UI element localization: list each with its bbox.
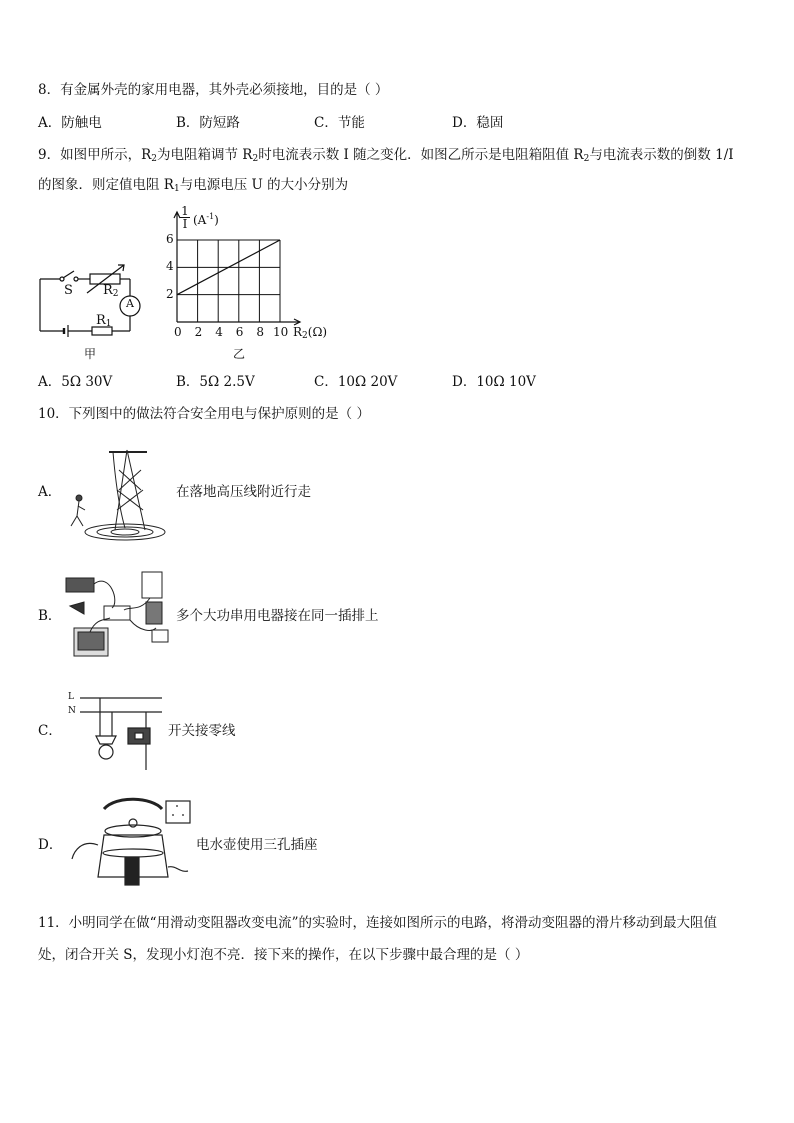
q8-option-d: D．稳固 (452, 115, 504, 131)
y-tick-label: 6 (166, 232, 174, 246)
q10-option-d-letter: D． (38, 837, 63, 853)
resistor-label: $R_1$ (96, 313, 112, 329)
q9-option-b: B．5Ω 2.5V (176, 374, 255, 390)
q9-option-a: A．5Ω 30V (38, 374, 113, 390)
q10-option-c-text: 开关接零线 (168, 723, 236, 739)
y-axis-label-fraction: 1 I (181, 204, 189, 231)
circuit-caption: 甲 (84, 347, 97, 361)
q10-stem: 10．下列图中的做法符合安全用电与保护原则的是（ ） (38, 406, 370, 422)
q8-option-a: A．防触电 (38, 115, 102, 131)
graph-caption: 乙 (233, 347, 246, 361)
q9-option-c: C．10Ω 20V (314, 374, 398, 390)
y-tick-label: 4 (166, 259, 174, 274)
q8-stem: 8．有金属外壳的家用电器，其外壳必须接地，目的是（ ） (38, 82, 389, 98)
q10-option-a-letter: A． (38, 484, 62, 500)
q8-option-b: B．防短路 (176, 115, 240, 131)
x-tick-label: 8 (256, 325, 265, 339)
x-tick-label: 0 (174, 325, 182, 339)
ammeter-label: A (126, 297, 134, 310)
q9-stem-line2: 的图象．则定值电阻 $R_1$与电源电压 U 的大小分别为 (38, 177, 349, 194)
q11-stem-line1: 11．小明同学在做“用滑动变阻器改变电流”的实验时，连接如图所示的电路，将滑动变阻器的滑片移动到最大阻值 (38, 915, 717, 931)
neutral-wire-label: N (68, 706, 76, 716)
q9-stem-line1: 9．如图甲所示，$R_2$为电阻箱调节 $R_2$时电流表示数 I 随之变化．如图乙所示是电阻箱阻值 $R_2$与电流表示数的倒数 1/I (38, 147, 734, 164)
q10-option-a-text: 在落地高压线附近行走 (176, 484, 311, 500)
q10-option-c-letter: C． (38, 723, 62, 739)
x-tick-label: 2 (194, 325, 203, 339)
q8-option-c: C．节能 (314, 115, 365, 131)
electric-kettle-three-hole-socket (68, 795, 193, 895)
q9-option-d: D．10Ω 10V (452, 374, 536, 390)
x-tick-label: 4 (215, 325, 223, 339)
x-tick-label: 10 (273, 325, 289, 339)
x-tick-label: 6 (235, 325, 244, 339)
q11-stem-line2: 处，闭合开关 S，发现小灯泡不亮．接下来的操作，在以下步骤中最合理的是（ ） (38, 947, 529, 963)
live-wire-label: L (68, 692, 74, 702)
q10-option-b-text: 多个大功串用电器接在同一插排上 (176, 608, 379, 624)
y-tick-label: 2 (166, 286, 174, 301)
q10-option-b-letter: B． (38, 608, 62, 624)
rheostat-label: $R_2$ (103, 283, 119, 299)
switch-on-neutral-wiring (72, 690, 172, 780)
x-axis-label: $R_2(\Omega)$ (293, 325, 328, 341)
q10-option-d-text: 电水壶使用三孔插座 (196, 837, 318, 853)
switch-label: S (64, 283, 73, 298)
overloaded-power-strip-illustration (60, 562, 175, 667)
y-axis-label-unit: $(A^{-1})$ (193, 212, 219, 227)
fallen-power-line-illustration (65, 440, 170, 550)
